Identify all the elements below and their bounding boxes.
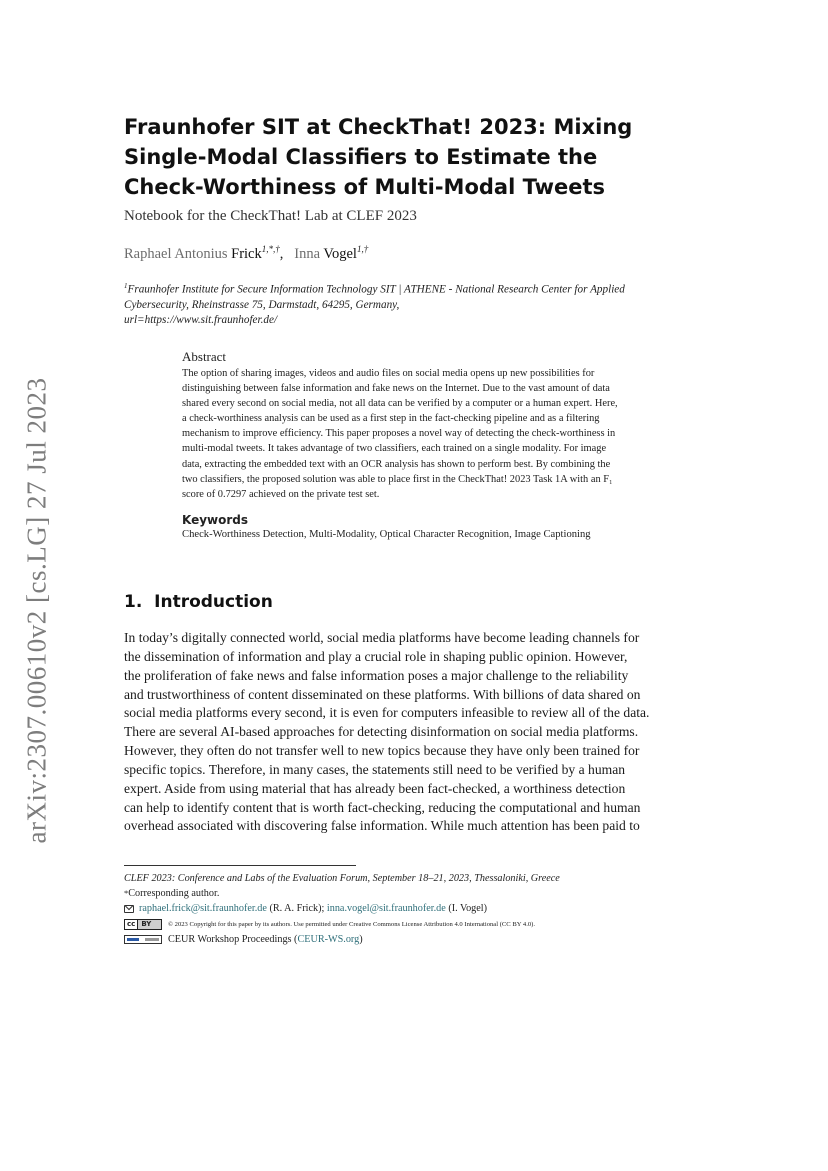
author-affiliation-marks: 1,*,† [261, 244, 280, 254]
email-owner: (R. A. Frick); [269, 903, 325, 915]
abstract-line: shared every second on social media, not all data can be verified by a computer or a human expert. Here, [182, 398, 618, 410]
title-line: Fraunhofer SIT at CheckThat! 2023: Mixing [124, 115, 633, 139]
abstract-line: two classifiers, the proposed solution was able to place first in the CheckThat! 2023 Task 1A with an F₁ [182, 473, 613, 485]
abstract-heading: Abstract [182, 349, 227, 364]
arxiv-identifier-text: arXiv:2307.00610v2 [cs.LG] 27 Jul 2023 [21, 377, 52, 843]
body-line: the proliferation of fake news and false information poses a major challenge to the reliability [124, 667, 629, 683]
arxiv-identifier-stamp [14, 372, 60, 848]
paper-title [124, 112, 684, 202]
conference-note: CLEF 2023: Conference and Labs of the Evaluation Forum, September 18–21, 2023, Thessaloniki, Greece [124, 873, 560, 884]
corresponding-text: Corresponding author. [128, 888, 220, 900]
author-given-name: Inna [294, 245, 321, 262]
author-given-name: Raphael Antonius [124, 245, 228, 262]
email-link-frick[interactable]: raphael.frick@sit.fraunhofer.de [139, 903, 267, 915]
body-line: social media platforms every second, it is even for computers infeasible to review all of the data. [124, 705, 650, 721]
license-note [124, 917, 714, 932]
proceedings-note [124, 932, 714, 947]
introduction-body [124, 629, 706, 836]
body-line: and trustworthiness of content disseminated on these platforms. With billions of data shared on [124, 686, 641, 702]
email-owner: (I. Vogel) [448, 903, 487, 915]
author-family-name: Frick [231, 245, 262, 262]
proceedings-suffix: ) [359, 933, 363, 945]
affiliation-block [124, 279, 704, 328]
abstract-line: score of 0.7297 achieved on the private test set. [182, 488, 380, 500]
title-line: Single-Modal Classifiers to Estimate the [124, 145, 598, 169]
abstract-line: mechanism to improve efficiency. This paper proposes a novel way of detecting the check-worthiness in [182, 428, 616, 440]
ceur-logo-icon [124, 935, 162, 944]
paper-subtitle: Notebook for the CheckThat! Lab at CLEF 2023 [124, 208, 417, 224]
body-line: However, they often do not transfer well to new topics because they have only been trained for [124, 743, 640, 759]
corresponding-mark: * [124, 888, 129, 899]
cc-by-license-icon: cc BY [124, 919, 162, 930]
keywords-text: Check-Worthiness Detection, Multi-Modality, Optical Character Recognition, Image Captioning [182, 529, 591, 540]
author-affiliation-marks: 1,† [356, 244, 369, 254]
email-link-vogel[interactable]: inna.vogel@sit.fraunhofer.de [326, 903, 446, 915]
envelope-icon [124, 905, 134, 913]
affiliation-line: url=https://www.sit.fraunhofer.de/ [124, 313, 278, 326]
body-line: overhead associated with discovering false information. While much attention has been paid to [124, 818, 640, 834]
body-line: There are several AI-based approaches for detecting disinformation on social media platforms. [124, 724, 639, 740]
section-number: 1. [124, 592, 143, 612]
abstract-line: a check-worthiness analysis can be used as a first step in the fact-checking pipeline and as a filtering [182, 413, 600, 425]
abstract-line: multi-modal tweets. It takes advantage of two classifiers, each trained on a single modality. For image [182, 443, 607, 455]
section-title: Introduction [154, 592, 273, 612]
affiliation-line: Fraunhofer Institute for Secure Information Technology SIT | ATHENE - National Research Center for Applied [127, 283, 625, 296]
corresponding-author-note [124, 886, 714, 901]
body-line: expert. Aside from using material that has already been fact-checked, a worthiness detection [124, 780, 626, 796]
title-line: Check-Worthiness of Multi-Modal Tweets [124, 175, 606, 199]
proceedings-prefix: CEUR Workshop Proceedings ( [168, 933, 298, 945]
section-heading [124, 592, 273, 612]
footnote-divider [124, 865, 356, 866]
keywords-heading: Keywords [182, 513, 249, 527]
body-line: the dissemination of information and play a crucial role in shaping public opinion. However, [124, 648, 628, 664]
author-list: Raphael Antonius Frick$^{1,*,\dagger}$, Inna Vogel$^{1,\dagger}$ [124, 244, 369, 262]
body-line: specific topics. Therefore, in many cases, the statements still need to be verified by a human [124, 761, 626, 777]
body-line: can help to identify content that is worth fact-checking, reducing the computational and human [124, 799, 641, 815]
footnotes [124, 871, 714, 947]
affiliation-mark: 1 [124, 282, 128, 290]
abstract-line: data, extracting the embedded text with an OCR analysis has shown to perform best. By combining the [182, 458, 611, 470]
abstract-line: The option of sharing images, videos and audio files on social media opens up new possibilities for [182, 368, 595, 379]
copyright-text: © 2023 Copyright for this paper by its authors. Use permitted under Creative Commons License Attribution 4.0 International (CC BY 4.0). [168, 920, 535, 928]
body-line: In today’s digitally connected world, social media platforms have become leading channels for [124, 630, 640, 645]
email-note [124, 901, 714, 916]
abstract-line: distinguishing between false information and fake news on the Internet. Due to the vast amount of data [182, 383, 610, 395]
affiliation-line: Cybersecurity, Rheinstrasse 75, Darmstadt, 64295, Germany, [124, 298, 400, 311]
abstract-body [182, 366, 706, 502]
ceur-ws-link[interactable]: CEUR-WS.org [297, 933, 360, 945]
author-family-name: Vogel [323, 245, 357, 262]
